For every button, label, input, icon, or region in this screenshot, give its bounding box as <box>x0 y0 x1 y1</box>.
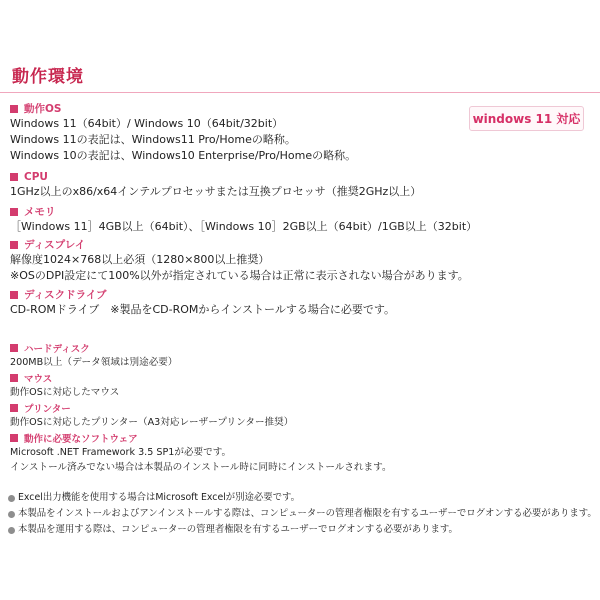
section-mouse <box>10 371 590 400</box>
section-os-header <box>10 102 590 115</box>
section-disk-drive <box>10 288 590 318</box>
section-mouse-header <box>10 371 590 384</box>
hard-disk-line-1: 200MB以上（データ領域は別途必要） <box>10 357 178 368</box>
os-line-3: Windows 10の表記は、Windows10 Enterprise/Pro/Homeの略称。 <box>10 149 357 162</box>
square-icon <box>10 105 18 113</box>
software-line-1: Microsoft .NET Framework 3.5 SP1が必要です。 <box>10 447 232 458</box>
note-text: 本製品を運用する際は、コンピューターの管理者権限を有するユーザーでログオンする必要があります。 <box>18 524 458 535</box>
section-display-header <box>10 238 590 251</box>
note-text: Excel出力機能を使用する場合はMicrosoft Excelが別途必要です。 <box>18 492 301 503</box>
square-icon <box>10 374 18 382</box>
square-icon <box>10 344 18 352</box>
note-item <box>8 506 597 522</box>
note-item <box>8 522 592 538</box>
software-line-2: インストール済みでない場合は本製品のインストール時に同時にインストールされます。 <box>10 462 392 473</box>
square-icon <box>10 241 18 249</box>
section-memory-label: メモリ <box>24 206 56 218</box>
square-icon <box>10 291 18 299</box>
bullet-icon <box>8 527 15 534</box>
section-printer <box>10 401 590 430</box>
square-icon <box>10 404 18 412</box>
square-icon <box>10 173 18 181</box>
section-os-label: 動作OS <box>24 103 62 115</box>
title-divider <box>0 92 600 93</box>
bullet-icon <box>8 511 15 518</box>
os-line-2: Windows 11の表記は、Windows11 Pro/Homeの略称。 <box>10 133 296 146</box>
section-cpu-label: CPU <box>24 170 48 183</box>
section-hard-disk <box>10 341 590 370</box>
section-cpu <box>10 170 590 200</box>
bullet-icon <box>8 495 15 502</box>
section-cpu-header <box>10 170 590 183</box>
section-memory <box>10 205 590 235</box>
section-software-label: 動作に必要なソフトウェア <box>24 433 138 445</box>
section-hard-disk-label: ハードディスク <box>24 343 90 355</box>
square-icon <box>10 434 18 442</box>
section-os <box>10 102 590 164</box>
section-software <box>10 431 590 475</box>
section-printer-label: プリンター <box>24 403 71 415</box>
section-software-header <box>10 431 590 444</box>
square-icon <box>10 208 18 216</box>
page-title: 動作環境 <box>12 67 84 87</box>
cpu-line-1: 1GHz以上のx86/x64インテルプロセッサまたは互換プロセッサ（推奨2GHz以上） <box>10 185 422 198</box>
printer-line-1: 動作OSに対応したプリンター（A3対応レーザープリンター推奨） <box>10 417 294 428</box>
notes-list <box>8 490 597 538</box>
section-display <box>10 238 590 284</box>
section-printer-header <box>10 401 590 414</box>
section-mouse-label: マウス <box>24 373 53 385</box>
memory-line-1: ［Windows 11］4GB以上（64bit）、［Windows 10］2GB以上（64bit）/1GB以上（32bit） <box>10 220 478 233</box>
note-text: 本製品をインストールおよびアンインストールする際は、コンピューターの管理者権限を有するユーザーでログオンする必要があります。 <box>18 508 597 519</box>
section-display-label: ディスプレイ <box>24 239 86 251</box>
windows-11-badge: windows 11 対応 <box>469 106 584 131</box>
section-disk-drive-header <box>10 288 590 301</box>
section-disk-drive-label: ディスクドライブ <box>24 289 107 301</box>
display-line-1: 解像度1024×768以上必須（1280×800以上推奨） <box>10 253 270 266</box>
section-hard-disk-header <box>10 341 590 354</box>
note-item <box>8 490 592 506</box>
os-line-1: Windows 11（64bit）/ Windows 10（64bit/32bit） <box>10 117 284 130</box>
mouse-line-1: 動作OSに対応したマウス <box>10 387 120 398</box>
display-line-2: ※OSのDPI設定にて100%以外が指定されている場合は正常に表示されない場合があります。 <box>10 269 469 282</box>
disk-drive-line-1: CD-ROMドライブ ※製品をCD-ROMからインストールする場合に必要です。 <box>10 303 395 316</box>
section-memory-header <box>10 205 590 218</box>
